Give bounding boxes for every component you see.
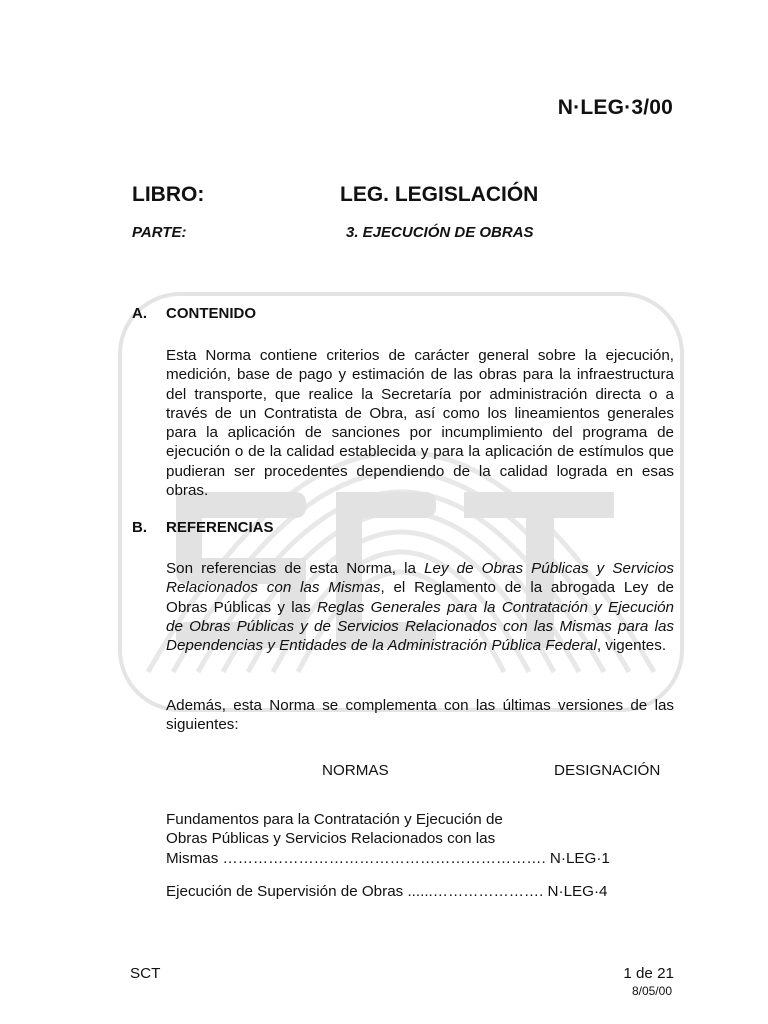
footer-org: SCT <box>130 965 161 982</box>
section-b-rules-title: Reglas Generales para la Contratación y Ejecución de Obras Públicas y de Servicios Relacionados con las Mismas para las Dependencias y Entidades de la Administración Pública Federal <box>166 598 674 655</box>
reference-line: Obras Públicas y Servicios Relacionados con las <box>166 830 496 848</box>
reference-leader: Mismas ………………………………………………………. <box>166 849 546 867</box>
normas-header: NORMAS <box>322 762 389 779</box>
libro-label: LIBRO: <box>132 183 205 206</box>
section-a-body: Esta Norma contiene criterios de carácter general sobre la ejecución, medición, base de pago y estimación de las obras para la infraestructura del transporte, que realice la Secretaría por administración directa o a través de un Contratista de Obra, así como los lineamientos generales para la aplicación de sanciones por incumplimiento del programa de ejecución o de la calidad establecida y para la aplicación de estímulos que pudieran ser procedentes dependiendo de la calidad lograda en esas obras. <box>166 347 674 500</box>
parte-value: 3. EJECUCIÓN DE OBRAS <box>346 224 534 241</box>
reference-designation: N·LEG·4 <box>547 883 608 900</box>
section-b-complement: Además, esta Norma se complementa con las últimas versiones de las siguientes: <box>166 697 674 734</box>
section-b-title: REFERENCIAS <box>166 519 274 536</box>
section-b-text-3: , vigentes. <box>596 637 667 655</box>
reference-leader: Ejecución de Supervisión de Obras ......…………………. <box>166 883 544 900</box>
section-b-text-2: , el Reglamento de la abrogada Ley de Obras Públicas y las <box>166 579 675 616</box>
section-a-letter: A. <box>132 305 147 322</box>
section-b-text-1: Son referencias de esta Norma, la <box>166 560 425 577</box>
designacion-header: DESIGNACIÓN <box>554 762 661 779</box>
section-b-body <box>166 559 674 655</box>
footer-page-number: 1 de 21 <box>623 965 674 982</box>
footer-date: 8/05/00 <box>631 984 672 998</box>
reference-line <box>166 849 626 868</box>
reference-designation: N·LEG·1 <box>549 849 610 867</box>
section-b-law-title: Ley de Obras Públicas y Servicios Relacionados con las Mismas <box>166 560 674 597</box>
document-number: N·LEG·3/00 <box>557 96 673 119</box>
reference-item <box>166 882 626 901</box>
parte-label: PARTE: <box>132 224 187 241</box>
libro-value: LEG. LEGISLACIÓN <box>340 183 539 206</box>
section-a-title: CONTENIDO <box>166 305 256 322</box>
reference-item <box>166 810 626 868</box>
reference-line <box>166 882 626 901</box>
section-b-letter: B. <box>132 519 147 536</box>
reference-line: Fundamentos para la Contratación y Ejecución de <box>166 811 503 828</box>
